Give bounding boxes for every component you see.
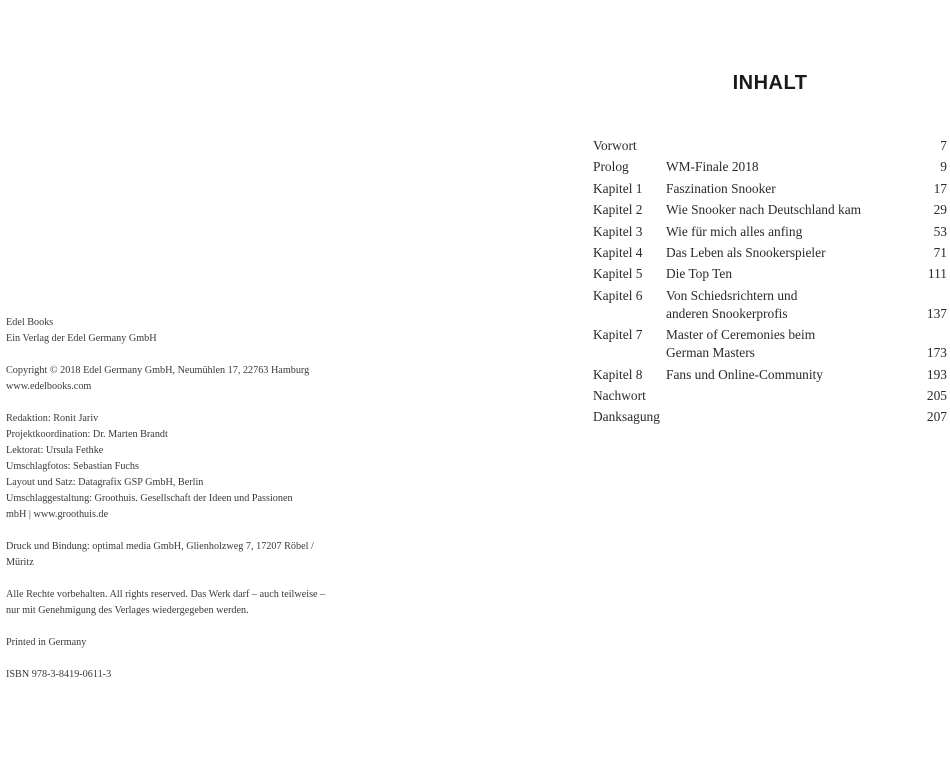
toc-entry (593, 137, 947, 155)
toc-entry (593, 265, 947, 283)
imprint (6, 315, 376, 699)
toc-entry-title-line: Fans und Online-Community (666, 366, 823, 382)
toc-entry-page-number: 137 (926, 305, 947, 321)
imprint-publisher (6, 315, 376, 347)
toc-entry-title (666, 180, 917, 198)
toc-entry-page-number: 207 (926, 409, 947, 425)
toc-entry-title-line: German Masters (666, 345, 755, 361)
imprint-line: Umschlagfotos: Sebastian Fuchs (6, 461, 139, 472)
toc-entry-page-number: 111 (927, 266, 947, 282)
toc-entry-label: Nachwort (593, 387, 646, 403)
toc-entry (593, 387, 947, 405)
toc-entry-title-line: Faszination Snooker (666, 180, 776, 196)
toc-entry-label: Vorwort (593, 138, 637, 153)
toc-entry (593, 158, 947, 176)
toc-entry-page-number: 71 (933, 244, 947, 260)
imprint-line: Ein Verlag der Edel Germany GmbH (6, 333, 157, 344)
toc-entry (593, 287, 947, 323)
imprint-line: mbH | www.groothuis.de (6, 509, 109, 520)
toc-entry-label: Kapitel 7 (593, 327, 643, 343)
imprint-line: Projektkoordination: Dr. Marten Brandt (6, 429, 168, 440)
toc-entry-title-line: WM-Finale 2018 (666, 159, 759, 175)
toc-entry-label: Prolog (593, 159, 629, 175)
imprint-copyright (6, 363, 376, 395)
toc-entry (593, 408, 947, 426)
imprint-line: Umschlaggestaltung: Groothuis. Gesellschaft der Ideen und Passionen (6, 493, 293, 504)
imprint-line: Copyright © 2018 Edel Germany GmbH, Neumühlen 17, 22763 Hamburg (6, 365, 310, 376)
imprint-rights (6, 587, 376, 619)
table-of-contents (593, 137, 947, 430)
imprint-isbn (6, 667, 376, 683)
imprint-line: Alle Rechte vorbehalten. All rights reserved. Das Werk darf – auch teilweise – (6, 589, 326, 600)
imprint-line: nur mit Genehmigung des Verlages wiedergegeben werden. (6, 605, 249, 616)
toc-entry-page-number: 7 (940, 138, 947, 153)
toc-entry-title (666, 287, 917, 323)
toc-entry-page-number: 173 (926, 345, 947, 361)
toc-entry (593, 326, 947, 362)
imprint-printing (6, 539, 376, 571)
isbn: ISBN 978-3-8419-0611-3 (6, 669, 112, 680)
toc-entry-title-line: Von Schiedsrichtern und (666, 287, 798, 303)
toc-entry-title-line: Wie Snooker nach Deutschland kam (666, 202, 862, 218)
toc-entry (593, 201, 947, 219)
toc-entry-title (666, 158, 917, 176)
toc-entry-label: Kapitel 2 (593, 202, 643, 218)
toc-entry (593, 366, 947, 384)
imprint-url: www.edelbooks.com (6, 381, 92, 392)
toc-entry (593, 244, 947, 262)
imprint-line: Müritz (6, 557, 34, 568)
imprint-credits (6, 411, 376, 523)
toc-entry-title-line: Wie für mich alles anfing (666, 223, 803, 239)
toc-entry (593, 223, 947, 241)
toc-entry-page-number: 29 (933, 202, 947, 218)
toc-heading: INHALT (732, 72, 808, 94)
toc-entry-title (666, 265, 917, 283)
toc-entry-title-line: Die Top Ten (666, 266, 733, 282)
toc-entry-title (666, 408, 917, 426)
toc-entry-title-line: Master of Ceremonies beim (666, 327, 816, 343)
toc-entry-page-number: 17 (933, 180, 947, 196)
toc-entry-page-number: 205 (926, 387, 947, 403)
toc-entry-label: Kapitel 8 (593, 366, 643, 382)
toc-entry-label: Kapitel 5 (593, 266, 643, 282)
toc-entry (593, 180, 947, 198)
toc-entry-page-number: 9 (940, 159, 947, 175)
toc-entry-label: Kapitel 6 (593, 287, 643, 303)
toc-entry-title (666, 201, 917, 219)
toc-entry-page-number: 193 (926, 366, 947, 382)
imprint-line: Printed in Germany (6, 637, 87, 648)
toc-entry-title-line: Das Leben als Snookerspieler (666, 244, 826, 260)
imprint-line: Lektorat: Ursula Fethke (6, 445, 104, 456)
toc-entry-page-number: 53 (933, 223, 947, 239)
toc-entry-label: Kapitel 3 (593, 223, 643, 239)
toc-entry-title (666, 137, 917, 155)
imprint-line: Druck und Bindung: optimal media GmbH, Glienholzweg 7, 17207 Röbel / (6, 541, 314, 552)
toc-entry-label: Danksagung (593, 409, 660, 425)
imprint-line: Redaktion: Ronit Jariv (6, 413, 99, 424)
imprint-line: Edel Books (6, 317, 54, 328)
toc-entry-title (666, 223, 917, 241)
toc-entry-title (666, 366, 917, 384)
toc-entry-title-line: anderen Snookerprofis (666, 305, 788, 321)
imprint-line: Layout und Satz: Datagrafix GSP GmbH, Berlin (6, 477, 204, 488)
toc-entry-title (666, 387, 917, 405)
toc-entry-title (666, 326, 917, 362)
toc-entry-label: Kapitel 4 (593, 244, 643, 260)
toc-entry-title (666, 244, 917, 262)
imprint-printed (6, 635, 376, 651)
toc-entry-label: Kapitel 1 (593, 180, 643, 196)
